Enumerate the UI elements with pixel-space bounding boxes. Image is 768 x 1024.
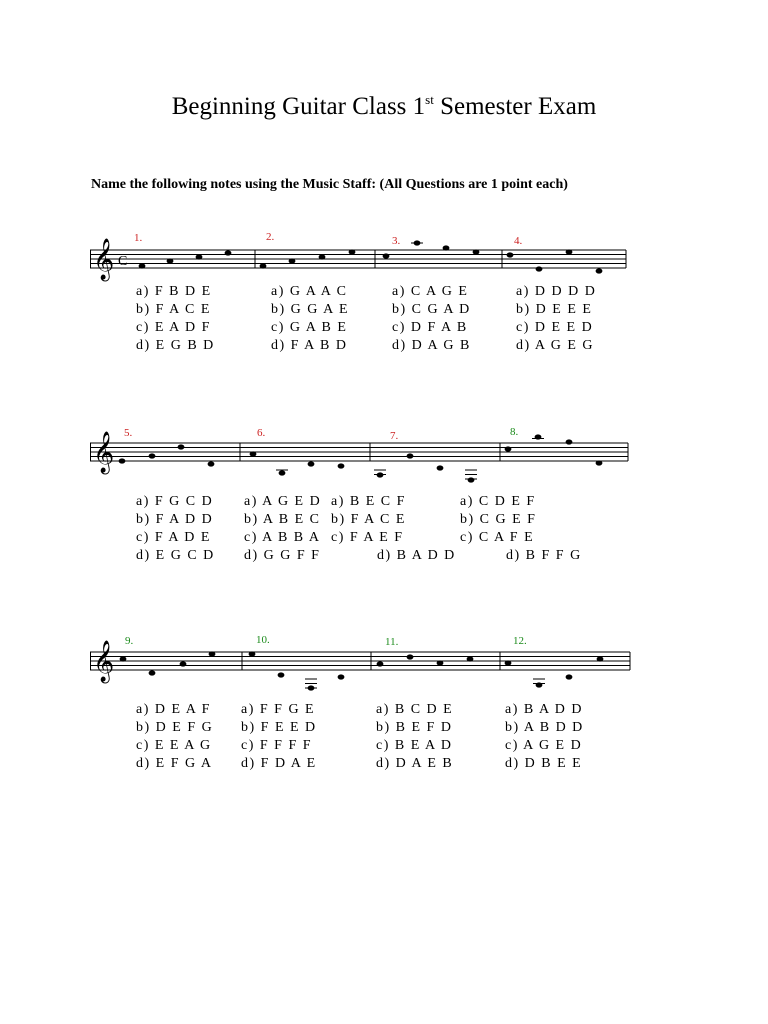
note-head bbox=[249, 651, 256, 656]
note-head bbox=[278, 672, 285, 677]
note-head bbox=[596, 460, 603, 465]
note-head bbox=[319, 254, 326, 259]
note-head bbox=[536, 266, 543, 271]
choice-a: a) B C D E bbox=[376, 702, 454, 717]
answer-choices-q2 bbox=[271, 283, 349, 355]
question-number-10: 10. bbox=[256, 634, 270, 646]
choice-c: c) E E A G bbox=[136, 738, 212, 753]
title-rest: Semester Exam bbox=[433, 93, 597, 120]
music-staff-row-2 bbox=[90, 423, 630, 489]
choice-d: d) G G F F bbox=[244, 548, 321, 563]
note-head bbox=[507, 252, 514, 257]
choice-d: d) E G C D bbox=[136, 548, 215, 563]
choice-b: b) F E E D bbox=[241, 720, 317, 735]
question-number-7: 7. bbox=[390, 430, 399, 442]
note-head bbox=[383, 253, 390, 258]
title-main: Beginning Guitar Class 1 bbox=[171, 93, 426, 120]
choice-b: b) F A D D bbox=[136, 512, 214, 527]
note-head bbox=[250, 451, 257, 456]
note-head bbox=[467, 656, 474, 661]
note-head bbox=[208, 461, 215, 466]
choice-d: d) D A E B bbox=[376, 756, 454, 771]
question-number-4: 4. bbox=[514, 235, 523, 247]
answer-choices-q7 bbox=[331, 493, 456, 565]
question-number-9: 9. bbox=[125, 635, 134, 647]
choice-d: d) D A G B bbox=[392, 338, 471, 353]
note-head bbox=[260, 263, 267, 268]
note-head bbox=[120, 656, 127, 661]
answer-choices-q5 bbox=[136, 493, 215, 565]
note-head bbox=[139, 263, 146, 268]
note-head bbox=[596, 268, 603, 273]
note-head bbox=[349, 249, 356, 254]
choice-b: b) G G A E bbox=[271, 302, 349, 317]
note-head bbox=[468, 477, 475, 482]
question-number-12: 12. bbox=[513, 635, 527, 647]
choice-d: d) F D A E bbox=[241, 756, 317, 771]
answer-choices-q8 bbox=[460, 493, 582, 565]
note-head bbox=[505, 660, 512, 665]
question-number-1: 1. bbox=[134, 232, 143, 244]
note-head bbox=[437, 465, 444, 470]
answer-choices-q6 bbox=[244, 493, 321, 565]
choice-d: d) D B E E bbox=[505, 756, 583, 771]
note-head bbox=[377, 661, 384, 666]
question-number-8: 8. bbox=[510, 426, 519, 438]
choice-c: c) C A F E bbox=[460, 530, 535, 545]
treble-clef-icon: 𝄞 bbox=[93, 641, 115, 682]
note-head bbox=[209, 651, 216, 656]
choice-c: c) F F F F bbox=[241, 738, 313, 753]
choice-d: d) A G E G bbox=[516, 338, 594, 353]
instructions: Name the following notes using the Music Staff: (All Questions are 1 point each) bbox=[91, 177, 568, 192]
choice-b: b) C G E F bbox=[460, 512, 537, 527]
note-head bbox=[225, 250, 232, 255]
note-head bbox=[149, 670, 156, 675]
note-head bbox=[566, 674, 573, 679]
question-number-5: 5. bbox=[124, 427, 133, 439]
question-number-11: 11. bbox=[385, 636, 399, 648]
choice-a: a) F B D E bbox=[136, 284, 212, 299]
choice-a: a) B A D D bbox=[505, 702, 583, 717]
note-head bbox=[407, 654, 414, 659]
choice-a: a) F F G E bbox=[241, 702, 316, 717]
question-number-2: 2. bbox=[266, 231, 275, 243]
treble-clef-icon: 𝄞 bbox=[93, 432, 115, 473]
choice-a: a) B E C F bbox=[331, 494, 406, 509]
choice-a: a) C A G E bbox=[392, 284, 469, 299]
choice-c: c) D F A B bbox=[392, 320, 468, 335]
question-number-3: 3. bbox=[392, 235, 401, 247]
choice-c: c) B E A D bbox=[376, 738, 453, 753]
choice-a: a) D E A F bbox=[136, 702, 211, 717]
answer-choices-q4 bbox=[516, 283, 596, 355]
choice-c: c) A B B A bbox=[244, 530, 321, 545]
answer-choices-q9 bbox=[136, 701, 213, 773]
note-head bbox=[180, 661, 187, 666]
exam-title bbox=[0, 92, 768, 121]
choice-c: c) F A E F bbox=[331, 530, 404, 545]
title-superscript: st bbox=[425, 92, 434, 107]
time-signature: C bbox=[118, 254, 128, 269]
answer-choices-q12 bbox=[505, 701, 584, 773]
choice-d: d) F A B D bbox=[271, 338, 348, 353]
note-head bbox=[308, 461, 315, 466]
choice-b: b) A B D D bbox=[505, 720, 584, 735]
note-head bbox=[338, 463, 345, 468]
choice-a: a) A G E D bbox=[244, 494, 322, 509]
answer-choices-q10 bbox=[241, 701, 317, 773]
choice-d: d) E F G A bbox=[136, 756, 213, 771]
note-head bbox=[289, 258, 296, 263]
answer-choices-q3 bbox=[392, 283, 471, 355]
note-head bbox=[407, 453, 414, 458]
note-head bbox=[566, 439, 573, 444]
choice-b: b) D E F G bbox=[136, 720, 214, 735]
answer-choices-q1 bbox=[136, 283, 215, 355]
choice-a: a) G A A C bbox=[271, 284, 348, 299]
choice-d: d) E G B D bbox=[136, 338, 215, 353]
staff-svg-row-1 bbox=[90, 228, 630, 288]
choice-a: a) C D E F bbox=[460, 494, 536, 509]
note-head bbox=[597, 656, 604, 661]
note-head bbox=[566, 249, 573, 254]
music-staff-row-1 bbox=[90, 228, 630, 288]
note-head bbox=[473, 249, 480, 254]
music-staff-row-3 bbox=[90, 630, 635, 700]
choice-c: c) A G E D bbox=[505, 738, 583, 753]
choice-b: b) D E E E bbox=[516, 302, 593, 317]
note-head bbox=[505, 446, 512, 451]
staff-svg-row-3 bbox=[90, 630, 635, 700]
note-head bbox=[279, 470, 286, 475]
note-head bbox=[437, 660, 444, 665]
answer-choices-q11 bbox=[376, 701, 453, 773]
choice-b: b) F A C E bbox=[331, 512, 406, 527]
choice-d: d) B F F G bbox=[506, 548, 582, 563]
choice-c: c) F A D E bbox=[136, 530, 211, 545]
choice-b: b) C G A D bbox=[392, 302, 471, 317]
choice-c: c) G A B E bbox=[271, 320, 348, 335]
note-head bbox=[119, 458, 126, 463]
staff-svg-row-2 bbox=[90, 423, 630, 489]
treble-clef-icon: 𝄞 bbox=[93, 239, 115, 280]
note-head bbox=[196, 254, 203, 259]
choice-c: c) D E E D bbox=[516, 320, 594, 335]
note-head bbox=[178, 444, 185, 449]
choice-a: a) F G C D bbox=[136, 494, 214, 509]
question-number-6: 6. bbox=[257, 427, 266, 439]
choice-b: b) A B E C bbox=[244, 512, 321, 527]
choice-d: d) B A D D bbox=[377, 548, 456, 563]
choice-c: c) E A D F bbox=[136, 320, 211, 335]
note-head bbox=[338, 674, 345, 679]
note-head bbox=[149, 453, 156, 458]
note-head bbox=[167, 258, 174, 263]
note-head bbox=[443, 245, 450, 250]
choice-b: b) B E F D bbox=[376, 720, 453, 735]
choice-a: a) D D D D bbox=[516, 284, 597, 299]
choice-b: b) F A C E bbox=[136, 302, 211, 317]
